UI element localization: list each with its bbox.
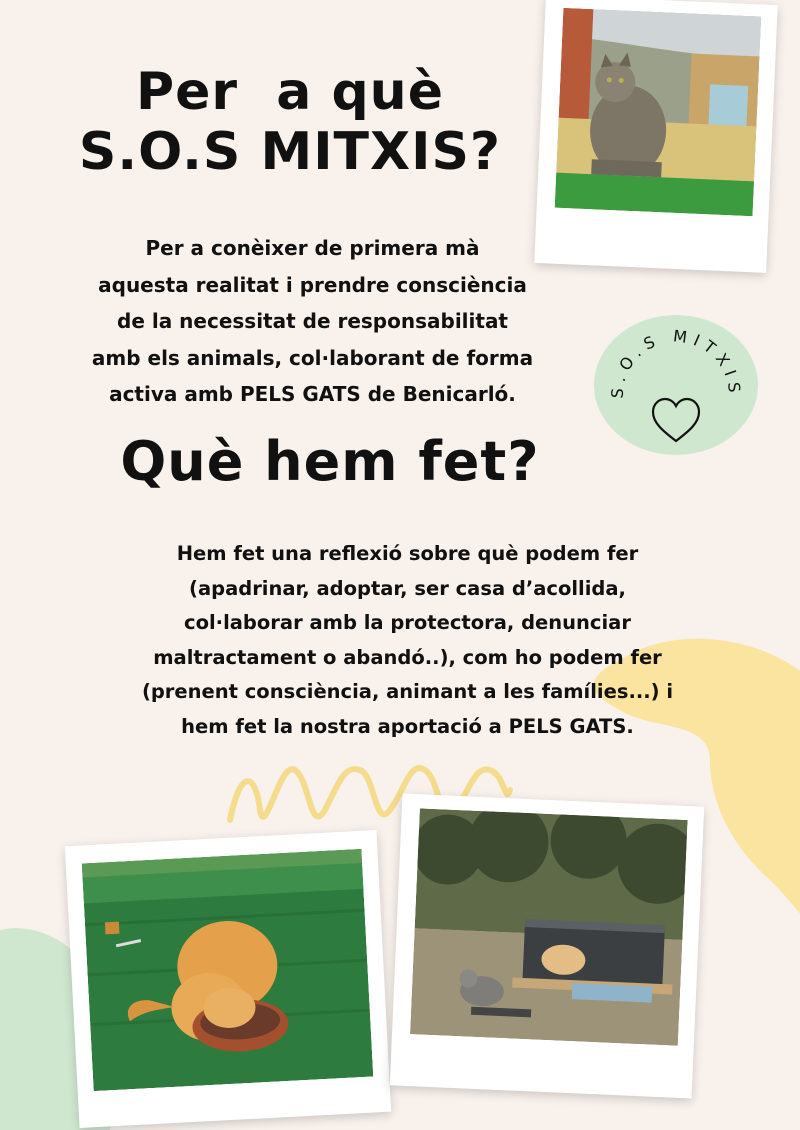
sos-mitxis-badge [593, 315, 759, 455]
photo-polaroid-feeding-station [390, 794, 704, 1099]
paragraph-line: col·laborar amb la protectora, denunciar [184, 611, 631, 634]
paragraph-line: (apadrinar, adoptar, ser casa d’acollida, [189, 576, 626, 600]
paragraph-line: maltractament o abandó..), com ho podem fer [153, 645, 662, 669]
photo-polaroid-orange-cat [65, 830, 391, 1128]
feeding-station-photo [410, 808, 688, 1045]
badge-text: S.O.S MITXIS [607, 326, 745, 400]
section1-paragraph [45, 230, 580, 413]
section1-title-line2: S.O.S MITXIS? [78, 122, 502, 182]
paragraph-line: Per a conèixer de primera mà [145, 236, 480, 260]
orange-cat-photo [82, 849, 374, 1091]
photo-polaroid-tabby-cat [534, 0, 777, 273]
section1-title-line1: Per a què [136, 62, 444, 122]
paragraph-line: (prenent consciència, animant a les famílies...) i [141, 680, 674, 703]
paragraph-line: hem fet la nostra aportació a PELS GATS. [181, 714, 634, 738]
paragraph-line: de la necessitat de responsabilitat [117, 309, 508, 333]
paragraph-line: activa amb PELS GATS de Benicarló. [109, 382, 516, 406]
section2-paragraph [95, 537, 720, 744]
paragraph-line: Hem fet una reflexió sobre què podem fer [176, 542, 639, 565]
paragraph-line: aquesta realitat i prendre consciència [98, 272, 527, 297]
section2-title: Què hem fet? [120, 430, 540, 493]
tabby-cat-photo [555, 8, 762, 216]
paragraph-line: amb els animals, col·laborant de forma [91, 345, 534, 370]
section1-title [40, 62, 540, 182]
